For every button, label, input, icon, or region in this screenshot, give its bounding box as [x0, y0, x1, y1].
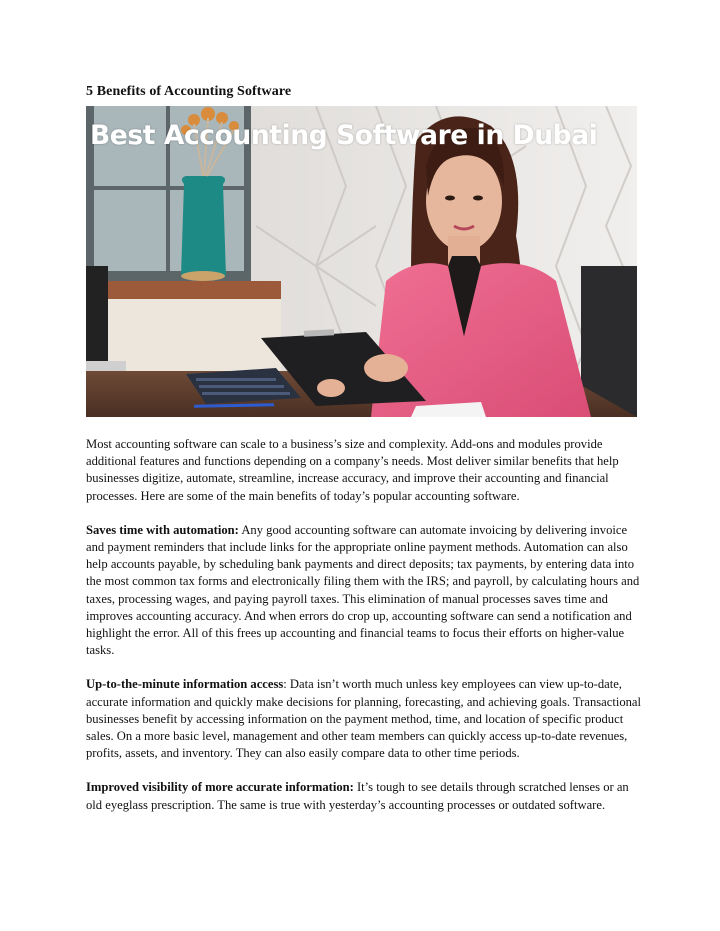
article-body — [86, 436, 646, 831]
section-automation — [86, 522, 646, 660]
section-text: It’s tough to see details through scratched lenses or an old eyeglass prescription. The same is true with yesterday’s accounting processes or outdated software. — [86, 780, 629, 812]
woman-with-clipboard-photo-icon — [86, 106, 637, 417]
section-text: Any good accounting software can automate invoicing by delivering invoice and payment reminders that include links for the appropriate online payment methods. Automation can also help accounts payable, by scheduling bank payments and direct deposits; tax payments, by entering data into the most common tax forms and electronically filing them with the IRS; and payroll, by calculating hours and taxes, processing wages, and paying payroll taxes. This elimination of manual processes saves time and improves accounting accuracy. And when errors do crop up, accounting software can send a notification and highlight the error. All of this frees up accounting and financial teams to focus their efforts on higher-value tasks. — [86, 522, 640, 658]
section-title: Improved visibility of more accurate information: — [86, 780, 354, 795]
section-title: Up-to-the-minute information access — [86, 677, 284, 692]
intro-paragraph: Most accounting software can scale to a business’s size and complexity. Add-ons and modules provide additional features and functions depending on a company’s needs. Most deliver similar benefits that help businesses digitize, automate, streamline, increase accuracy, and improve their accounting and financial processes. Here are some of the main benefits of today’s popular accounting software. — [86, 437, 619, 503]
page-title: 5 Benefits of Accounting Software — [86, 84, 292, 99]
hero-image — [86, 106, 637, 417]
section-title: Saves time with automation: — [86, 522, 239, 537]
hero-title-overlay: Best Accounting Software in Dubai — [90, 120, 598, 151]
section-text: : Data isn’t worth much unless key employees can view up-to-date, accurate information and quickly make decisions for planning, forecasting, and achieving goals. Transactional businesses benefit by accessing information on the payment method, time, and location of specific product sales. On a more basic level, management and other team members can quickly access up-to-date revenues, profits, assets, and inventory. They can also easily compare data to other time periods. — [86, 677, 642, 761]
section-information-access — [86, 676, 646, 762]
section-visibility — [86, 779, 646, 813]
